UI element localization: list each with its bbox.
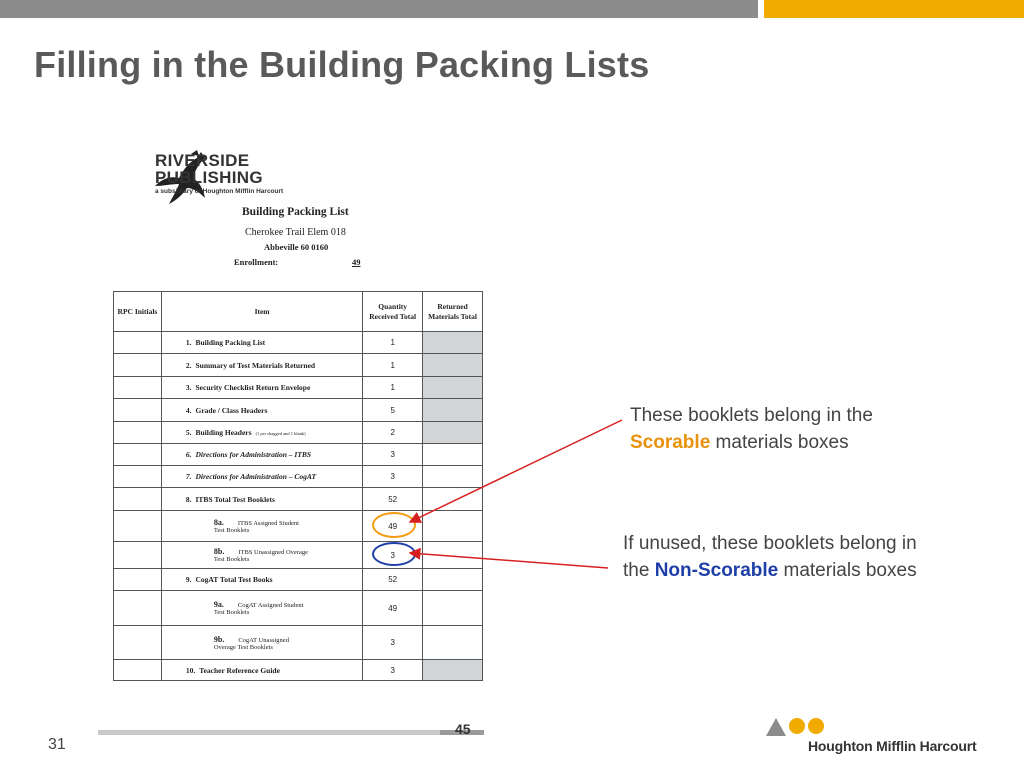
document-school: Cherokee Trail Elem 018 [245, 227, 346, 238]
table-row [114, 511, 483, 542]
rpc-cell[interactable] [114, 377, 162, 399]
footer-number: 45 [455, 721, 471, 737]
item-cell: 1. Building Packing List [161, 332, 362, 354]
returned-cell[interactable] [423, 626, 483, 660]
scorable-callout: These booklets belong in the Scorable materials boxes [630, 405, 873, 453]
qty-cell: 3 [363, 660, 423, 681]
table-row [114, 542, 483, 569]
qty-cell: 52 [363, 569, 423, 591]
rpc-cell[interactable] [114, 488, 162, 511]
header-qty: Quantity Received Total [363, 292, 423, 332]
publisher-line1: RIVERSIDE [155, 151, 250, 170]
table-row [114, 660, 483, 681]
document-district: Abbeville 60 0160 [264, 242, 329, 252]
table-row [114, 569, 483, 591]
rpc-cell[interactable] [114, 660, 162, 681]
enrollment-value: 49 [352, 257, 361, 267]
qty-cell: 2 [363, 422, 423, 444]
qty-cell: 1 [363, 377, 423, 399]
publisher-line2: PUBLISHING [155, 168, 263, 187]
table-row [114, 488, 483, 511]
item-cell: 8b. ITBS Unassigned Overage Test Booklets [161, 542, 362, 569]
item-cell: 9. CogAT Total Test Books [161, 569, 362, 591]
table-row [114, 444, 483, 466]
top-bar-gray [0, 0, 758, 18]
table-row [114, 399, 483, 422]
table-row [114, 332, 483, 354]
scorable-highlight-circle [372, 512, 416, 538]
returned-cell [423, 660, 483, 681]
publisher-logo-text [155, 152, 283, 195]
rpc-cell[interactable] [114, 466, 162, 488]
table-header-row [114, 292, 483, 332]
non-scorable-emphasis: Non-Scorable [654, 560, 779, 581]
header-returned: Returned Materials Total [423, 292, 483, 332]
table-row [114, 591, 483, 626]
rpc-cell[interactable] [114, 542, 162, 569]
table-row [114, 377, 483, 399]
hmh-logo-icon [764, 716, 828, 740]
returned-cell [423, 332, 483, 354]
item-cell: 7. Directions for Administration – CogAT [161, 466, 362, 488]
header-rpc: RPC Initials [114, 292, 162, 332]
item-cell: 8. ITBS Total Test Booklets [161, 488, 362, 511]
table-row [114, 466, 483, 488]
returned-cell [423, 399, 483, 422]
rpc-cell[interactable] [114, 354, 162, 377]
item-cell: 3. Security Checklist Return Envelope [161, 377, 362, 399]
rpc-cell[interactable] [114, 444, 162, 466]
slide-title: Filling in the Building Packing Lists [34, 44, 650, 85]
packing-list-table [113, 291, 483, 681]
document-heading: Building Packing List [242, 206, 349, 218]
item-cell: 2. Summary of Test Materials Returned [161, 354, 362, 377]
returned-cell [423, 377, 483, 399]
item-cell: 9a. CogAT Assigned Student Test Booklets [161, 591, 362, 626]
qty-cell: 3 [363, 626, 423, 660]
publisher-sub: a subsidiary of Houghton Mifflin Harcourt [155, 188, 284, 195]
rpc-cell[interactable] [114, 422, 162, 444]
rpc-cell[interactable] [114, 399, 162, 422]
returned-cell [423, 354, 483, 377]
qty-cell: 49 [363, 591, 423, 626]
qty-cell: 1 [363, 332, 423, 354]
returned-cell[interactable] [423, 466, 483, 488]
qty-cell: 3 [363, 466, 423, 488]
item-cell: 5. Building Headers (1 per shagged and 1 blank) [161, 422, 362, 444]
returned-cell [423, 422, 483, 444]
rpc-cell[interactable] [114, 626, 162, 660]
qty-cell: 3 [363, 542, 423, 569]
slide-page-number: 31 [48, 736, 66, 753]
returned-cell[interactable] [423, 542, 483, 569]
rpc-cell[interactable] [114, 591, 162, 626]
item-cell: 4. Grade / Class Headers [161, 399, 362, 422]
qty-cell: 49 [363, 511, 423, 542]
qty-cell: 3 [363, 444, 423, 466]
non-scorable-highlight-circle [372, 542, 416, 566]
enrollment-label: Enrollment: [234, 257, 279, 267]
qty-cell: 52 [363, 488, 423, 511]
hmh-brand-text: Houghton Mifflin Harcourt [808, 738, 977, 754]
returned-cell[interactable] [423, 444, 483, 466]
qty-cell: 1 [363, 354, 423, 377]
footer-bar [98, 730, 484, 735]
rpc-cell[interactable] [114, 569, 162, 591]
header-item: Item [161, 292, 362, 332]
qty-cell: 5 [363, 399, 423, 422]
item-cell: 6. Directions for Administration – ITBS [161, 444, 362, 466]
item-cell: 9b. CogAT Unassigned Overage Test Booklets [161, 626, 362, 660]
scorable-emphasis: Scorable [630, 432, 711, 453]
table-row [114, 422, 483, 444]
table-row [114, 354, 483, 377]
returned-cell[interactable] [423, 511, 483, 542]
rpc-cell[interactable] [114, 332, 162, 354]
non-scorable-callout: If unused, these booklets belong in the Non-Scorable materials boxes [623, 533, 917, 581]
item-cell: 8a. ITBS Assigned Student Test Booklets [161, 511, 362, 542]
item-cell: 10. Teacher Reference Guide [161, 660, 362, 681]
returned-cell[interactable] [423, 591, 483, 626]
top-bar-gold [764, 0, 1024, 18]
rpc-cell[interactable] [114, 511, 162, 542]
returned-cell[interactable] [423, 488, 483, 511]
returned-cell[interactable] [423, 569, 483, 591]
table-row [114, 626, 483, 660]
